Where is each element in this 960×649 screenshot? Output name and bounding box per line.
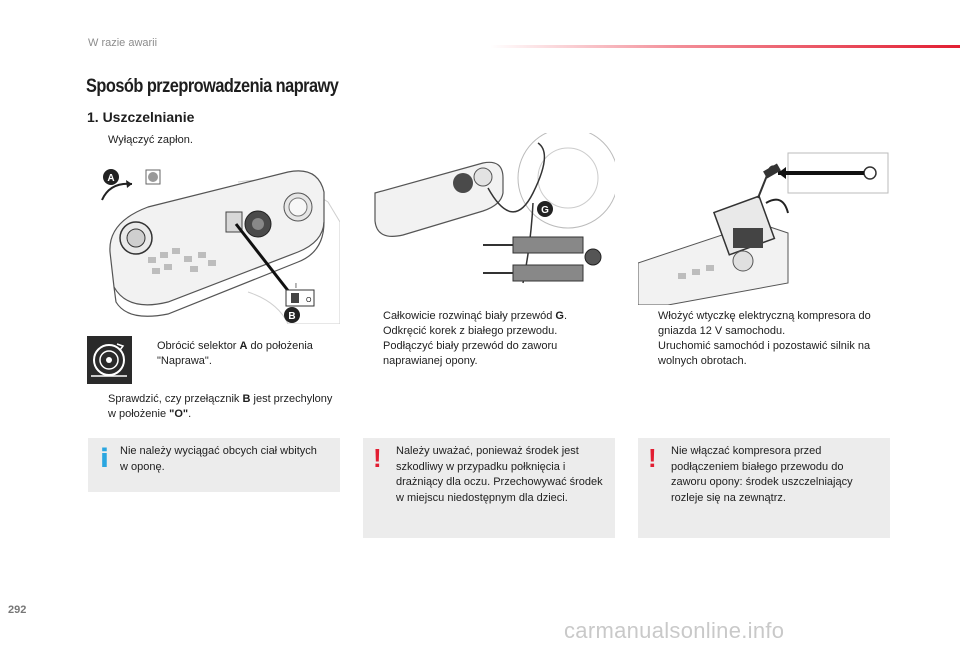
warning-note-compressor [638,438,890,538]
switch-position-label: O [306,297,312,304]
info-note-text: Nie należy wyciągać obcych ciał wbitych w oponę. [120,445,317,473]
warning-note-toxic [363,438,615,538]
label-b: B [288,311,296,322]
label-g: G [541,205,549,216]
repair-mode-icon [87,336,132,384]
label-a: A [107,173,115,184]
illustration-compressor-selector [88,162,340,324]
step-start-engine: Uruchomić samochód i pozostawić silnik na wolnych obrotach. [658,340,871,367]
step-unscrew-cap: Odkręcić korek z białego przewodu. [383,325,558,337]
step-turn-selector: Obrócić selektor A do położenia "Naprawa". [157,340,313,367]
step-check-switch: Sprawdzić, czy przełącznik B jest przechylony w położenie "O". [108,393,333,420]
step-connect-hose: Podłączyć biały przewód do zaworu naprawianej opony. [383,340,558,367]
step-plug-12v: Włożyć wtyczkę elektryczną kompresora do gniazda 12 V samochodu. [658,310,871,337]
header-accent-bar [490,45,960,48]
warning-note-text: Nie włączać kompresora przed podłączeniem białego przewodu do zaworu opony: środek uszczelniający rozleje się na zewnątrz. [671,445,853,504]
step-ignition-off: Wyłączyć zapłon. [108,134,193,146]
warning-icon: ! [373,443,382,473]
switch-position-label: I [295,283,297,290]
info-icon: i [100,444,109,474]
page-number: 292 [8,604,27,616]
illustration-12v-plug [638,133,890,305]
info-note [88,438,340,492]
illustration-hose-g [363,133,615,305]
section-title: W razie awarii [88,37,158,49]
warning-icon: ! [648,443,657,473]
watermark: carmanualsonline.info [564,618,785,643]
page-title: Sposób przeprowadzenia naprawy [86,76,339,97]
step-unroll-hose: Całkowicie rozwinąć biały przewód G. [383,310,568,322]
warning-note-text: Należy uważać, ponieważ środek jest szkodliwy w przypadku połknięcia i drażniący dla oczu. Przechowywać środek w miejscu niedostępnym dla dzieci. [396,445,603,504]
subtitle: 1. Uszczelnianie [87,109,195,125]
